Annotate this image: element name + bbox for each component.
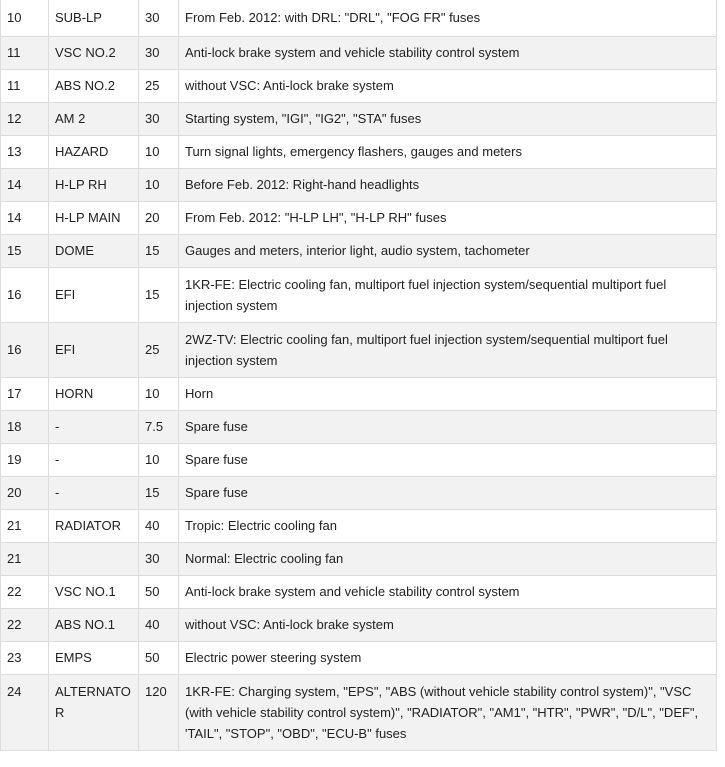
fuse-number-cell: 23 [1,641,49,674]
fuse-number-cell: 22 [1,608,49,641]
fuse-number-cell: 24 [1,674,49,750]
fuse-name-cell: DOME [49,234,139,267]
fuse-name-cell: EMPS [49,641,139,674]
fuse-number-cell: 11 [1,36,49,69]
fuse-circuit-cell: Spare fuse [179,476,717,509]
fuse-number-cell: 11 [1,69,49,102]
table-row [1,135,717,168]
fuse-ampere-cell: 30 [139,542,179,575]
fuse-name-cell: ABS NO.2 [49,69,139,102]
fuse-number-cell: 16 [1,267,49,322]
table-row [1,476,717,509]
fuse-name-cell: H-LP MAIN [49,201,139,234]
fuse-circuit-cell: 1KR-FE: Electric cooling fan, multiport fuel injection system/sequential multiport fuel injection system [179,267,717,322]
fuse-number-cell: 21 [1,542,49,575]
fuse-circuit-cell: 1KR-FE: Charging system, "EPS", "ABS (without vehicle stability control system)", "VSC (with vehicle stability control system)", "RADIATOR", "AM1", "HTR", "PWR", "D/L", "DEF", 'TAIL", "STOP", "OBD", "ECU-B" fuses [179,674,717,750]
fuse-number-cell: 16 [1,322,49,377]
fuse-ampere-cell: 120 [139,674,179,750]
fuse-name-cell: EFI [49,322,139,377]
table-row [1,201,717,234]
fuse-number-cell: 18 [1,410,49,443]
fuse-number-cell: 19 [1,443,49,476]
fuse-name-cell: RADIATOR [49,509,139,542]
fuse-name-cell: HAZARD [49,135,139,168]
table-row [1,641,717,674]
fuse-circuit-cell: From Feb. 2012: "H-LP LH", "H-LP RH" fuses [179,201,717,234]
table-row [1,234,717,267]
fuse-circuit-cell: Normal: Electric cooling fan [179,542,717,575]
fuse-circuit-cell: Anti-lock brake system and vehicle stability control system [179,575,717,608]
table-row [1,443,717,476]
fuse-number-cell: 14 [1,201,49,234]
fuse-circuit-cell: Turn signal lights, emergency flashers, gauges and meters [179,135,717,168]
fuse-name-cell: AM 2 [49,102,139,135]
table-row [1,102,717,135]
fuse-number-cell: 22 [1,575,49,608]
fuse-ampere-cell: 10 [139,377,179,410]
fuse-table-body [1,0,717,750]
fuse-circuit-cell: Gauges and meters, interior light, audio system, tachometer [179,234,717,267]
table-row [1,509,717,542]
fuse-number-cell: 12 [1,102,49,135]
fuse-name-cell: H-LP RH [49,168,139,201]
fuse-circuit-cell: From Feb. 2012: with DRL: "DRL", "FOG FR" fuses [179,0,717,36]
fuse-name-cell: SUB-LP [49,0,139,36]
fuse-ampere-cell: 25 [139,69,179,102]
fuse-circuit-cell: Horn [179,377,717,410]
table-row [1,608,717,641]
fuse-ampere-cell: 7.5 [139,410,179,443]
fuse-name-cell: ALTERNATOR [49,674,139,750]
fuse-circuit-cell: Spare fuse [179,410,717,443]
fuse-circuit-cell: without VSC: Anti-lock brake system [179,69,717,102]
fuse-ampere-cell: 10 [139,168,179,201]
fuse-circuit-cell: Starting system, "IGI", "IG2", "STA" fuses [179,102,717,135]
fuse-ampere-cell: 15 [139,476,179,509]
table-row [1,575,717,608]
fuse-name-cell: ABS NO.1 [49,608,139,641]
fuse-ampere-cell: 15 [139,234,179,267]
table-row [1,267,717,322]
table-row [1,410,717,443]
fuse-circuit-cell: Before Feb. 2012: Right-hand headlights [179,168,717,201]
fuse-ampere-cell: 40 [139,509,179,542]
fuse-circuit-cell: Spare fuse [179,443,717,476]
fuse-number-cell: 13 [1,135,49,168]
fuse-number-cell: 15 [1,234,49,267]
fuse-number-cell: 21 [1,509,49,542]
fuse-number-cell: 20 [1,476,49,509]
fuse-ampere-cell: 40 [139,608,179,641]
fuse-ampere-cell: 10 [139,135,179,168]
fuse-ampere-cell: 20 [139,201,179,234]
table-row [1,168,717,201]
fuse-ampere-cell: 25 [139,322,179,377]
fuse-ampere-cell: 10 [139,443,179,476]
fuse-ampere-cell: 50 [139,641,179,674]
fuse-circuit-cell: Tropic: Electric cooling fan [179,509,717,542]
fuse-ampere-cell: 15 [139,267,179,322]
fuse-circuit-cell: Electric power steering system [179,641,717,674]
fuse-ampere-cell: 30 [139,0,179,36]
fuse-name-cell: VSC NO.1 [49,575,139,608]
fuse-number-cell: 10 [1,0,49,36]
fuse-name-cell: - [49,410,139,443]
fuse-name-cell: VSC NO.2 [49,36,139,69]
table-row [1,674,717,750]
table-row [1,36,717,69]
table-row [1,0,717,36]
table-row [1,377,717,410]
fuse-name-cell: HORN [49,377,139,410]
fuse-ampere-cell: 30 [139,102,179,135]
fuse-circuit-cell: without VSC: Anti-lock brake system [179,608,717,641]
fuse-name-cell: - [49,443,139,476]
fuse-name-cell: EFI [49,267,139,322]
fuse-ampere-cell: 50 [139,575,179,608]
table-row [1,69,717,102]
fuse-ampere-cell: 30 [139,36,179,69]
fuse-number-cell: 14 [1,168,49,201]
fuse-circuit-cell: 2WZ-TV: Electric cooling fan, multiport fuel injection system/sequential multiport fuel injection system [179,322,717,377]
fuse-number-cell: 17 [1,377,49,410]
table-row [1,322,717,377]
table-row [1,542,717,575]
fuse-name-cell: - [49,476,139,509]
fuse-name-cell [49,542,139,575]
fuse-circuit-cell: Anti-lock brake system and vehicle stability control system [179,36,717,69]
